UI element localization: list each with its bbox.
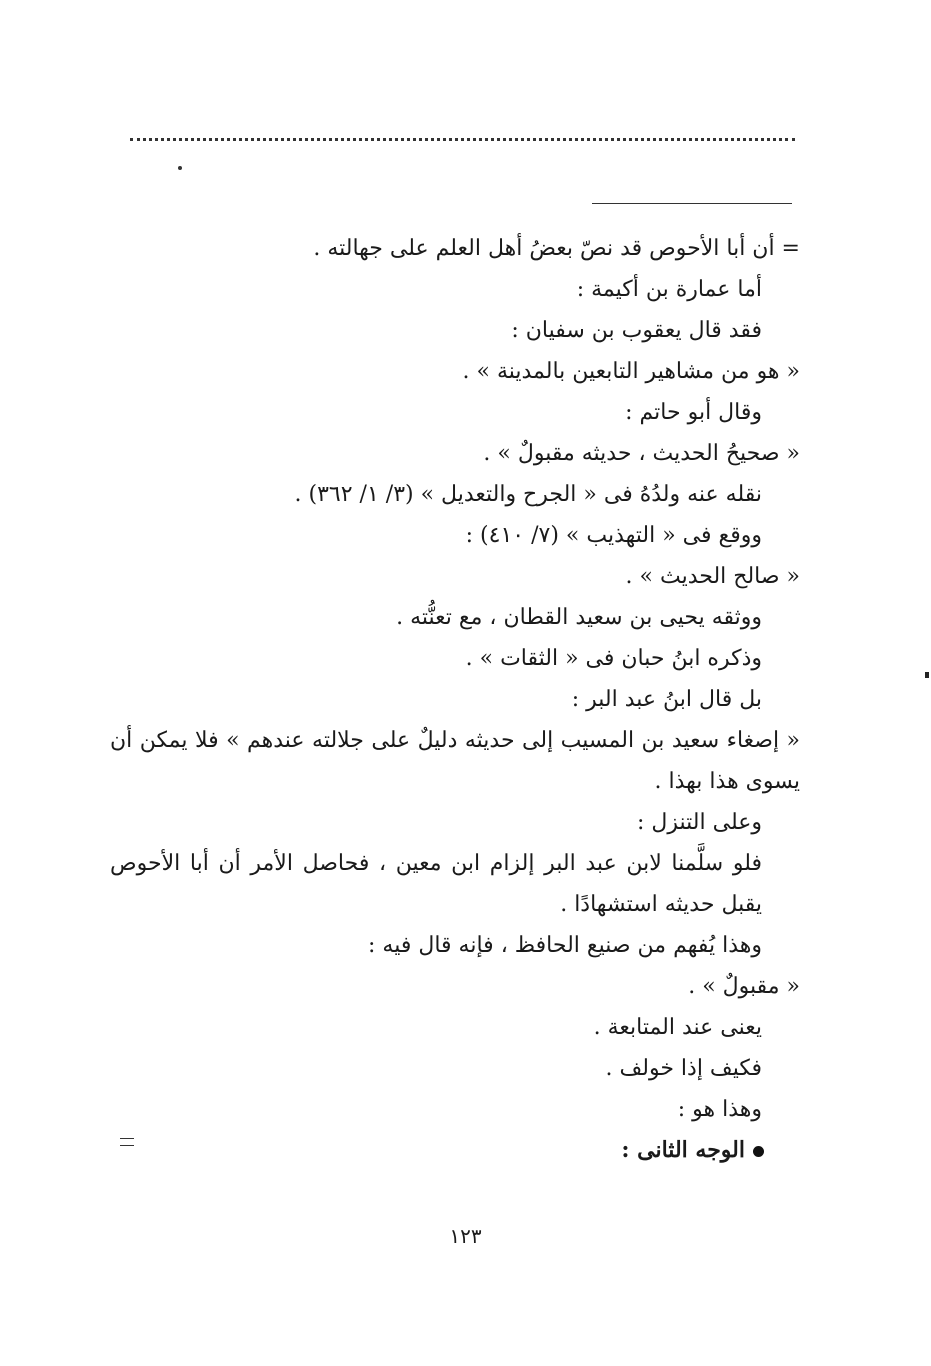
text-line: أما عمارة بن أكيمة : (576, 277, 762, 302)
text-line: = أن أبا الأحوص قد نصّ بعضُ أهل العلم على جهالته . (313, 236, 800, 261)
section-heading-text: الوجه الثانى : (621, 1137, 745, 1163)
main-text (110, 228, 800, 1171)
text-line: نقله عنه ولدُهُ فى « الجرح والتعديل » (٣/ ١/ ٣٦٢) . (294, 482, 762, 507)
text-line: « مقبولٌ » . (688, 974, 800, 999)
text-line: « هو من مشاهير التابعين بالمدينة » . (462, 359, 800, 384)
text-line: « صحيحُ الحديث ، حديثه مقبولٌ » . (483, 441, 800, 466)
bullet-icon (753, 1146, 764, 1157)
text-line: فلو سلَّمنا لابن عبد البر إلزام ابن معين ، فحاصل الأمر أن أبا الأحوص يقبل حديثه استشهادًا . (110, 851, 762, 917)
text-line: وهذا يُفهم من صنيع الحافظ ، فإنه قال فيه : (368, 933, 762, 958)
text-line: وقال أبو حاتم : (625, 400, 762, 425)
text-line: فكيف إذا خولف . (605, 1056, 762, 1081)
dotted-header-rule (130, 138, 795, 141)
page-number: ١٢٣ (449, 1224, 482, 1248)
text-line: « إصغاء سعيد بن المسيب إلى حديثه دليلٌ على جلالته عندهم » فلا يمكن أن يسوى هذا بهذا . (110, 728, 800, 794)
text-line: بل قال ابنُ عبد البر : (571, 687, 762, 712)
footnote-continuation-rule (592, 203, 792, 204)
text-line: ووثقه يحيى بن سعيد القطان ، مع تعنُّته . (396, 605, 762, 630)
text-line: « صالح الحديث » . (625, 564, 800, 589)
text-line: فقد قال يعقوب بن سفيان : (511, 318, 762, 343)
text-line: وذكره ابنُ حبان فى « الثقات » . (465, 646, 762, 671)
text-line: وعلى التنزل : (637, 810, 762, 835)
margin-mark (925, 672, 929, 678)
text-line: يعنى عند المتابعة . (593, 1015, 762, 1040)
continuation-mark (120, 1138, 134, 1146)
section-heading (110, 1130, 800, 1171)
text-line: ووقع فى « التهذيب » (٧/ ٤١٠) : (465, 523, 762, 548)
text-line: وهذا هو : (677, 1097, 762, 1122)
stray-dot (178, 166, 182, 170)
